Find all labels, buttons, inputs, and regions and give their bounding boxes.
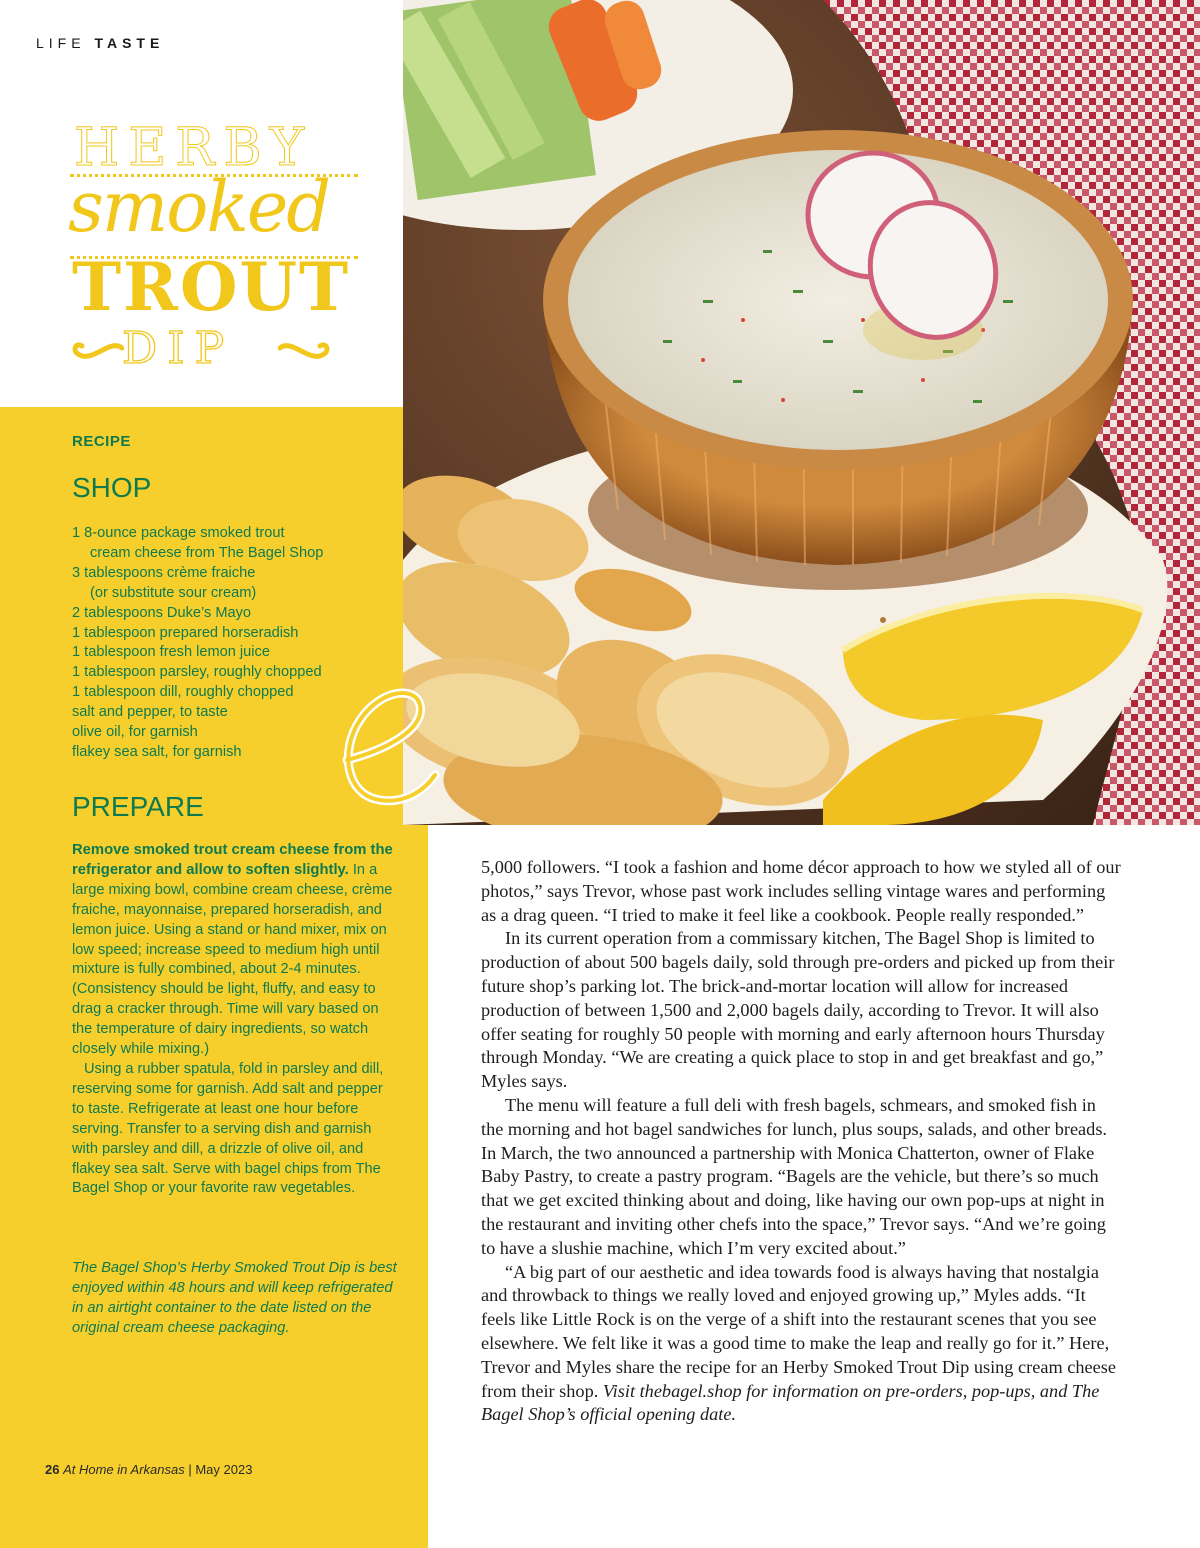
issue-date: | May 2023	[188, 1462, 253, 1477]
shop-heading: SHOP	[72, 472, 152, 503]
title-dip: DIP	[122, 323, 235, 374]
ingredient-list	[72, 524, 392, 763]
trout-dip-photo	[403, 0, 1200, 825]
storage-note: The Bagel Shop’s Herby Smoked Trout Dip is best enjoyed within 48 hours and will keep refrigerated in an airtight container to the date listed on the original cream cheese packaging.	[72, 1260, 397, 1336]
section-label	[36, 35, 164, 51]
prep-paragraph: Using a rubber spatula, fold in parsley and dill, reserving some for garnish. Add salt and pepper to taste. Refrigerate at least one hour before serving. Transfer to a serving dish and garnish with parsley and dill, a drizzle of olive oil, and flakey sea salt. Serve with bagel chips from The Bagel Shop or your favorite raw vegetables.	[72, 1060, 384, 1197]
recipe-label: RECIPE	[72, 433, 131, 450]
ingredient-item: 2 tablespoons Duke’s Mayo	[72, 604, 252, 621]
title-smoked: smoked	[68, 166, 330, 248]
preparation-steps	[72, 841, 398, 1199]
ingredient-item: 1 tablespoon parsley, roughly chopped	[72, 664, 322, 681]
article-paragraph: 5,000 followers. “I took a fashion and home décor approach to how we styled all of our photos,” says Trevor, whose past work includes selling vintage wares and performing as a drag queen. “I tried to make it feel like a cookbook. People really responded.”	[481, 857, 1121, 925]
ingredient-item: 3 tablespoons crème fraiche	[72, 564, 256, 581]
title-trout: TROUT	[72, 248, 351, 326]
article-paragraph: The menu will feature a full deli with fresh bagels, schmears, and smoked fish in the morning and hot bagel sandwiches for lunch, plus soups, salads, and other breads. In March, the two announced a partnership with Monica Chatterton, owner of Flake Baby Pastry, to create a pastry program. “Bagels are the vehicle, but there’s so much that we get excited thinking about and doing, like having our own pop-ups at night in the restaurant and inviting other chefs into the space,” Trevor says. “And we’re going to have a slushie machine, which I’m very excited about.”	[481, 1094, 1107, 1258]
section-taste: TASTE	[94, 35, 165, 51]
prep-paragraph	[72, 841, 398, 1060]
article-paragraph	[481, 1261, 1121, 1428]
prep-bold-lead: Remove smoked trout cream cheese from the refrigerator and allow to soften slightly.	[72, 842, 393, 878]
magazine-name: At Home in Arkansas	[63, 1462, 185, 1477]
ingredient-item: 1 tablespoon prepared horseradish	[72, 624, 299, 641]
ingredient-item: 1 8-ounce package smoked trout	[72, 525, 285, 541]
ingredient-item: salt and pepper, to taste	[72, 704, 228, 721]
ingredient-item: (or substitute sour cream)	[90, 584, 257, 601]
article-paragraph: In its current operation from a commissary kitchen, The Bagel Shop is limited to production of about 500 bagels daily, sold through pre-orders and picked up from their future shop’s parking lot. The brick-and-mortar location will allow for increased production of between 1,500 and 2,000 bagels daily, according to Trevor. It will also offer seating for roughly 50 people with morning and early afternoon hours Thursday through Monday. “We are creating a quick place to stop in and get breakfast and go,” Myles says.	[481, 928, 1115, 1092]
recipe-title	[64, 118, 364, 378]
prep-text: In a large mixing bowl, combine cream cheese, crème fraiche, mayonnaise, prepared horseradish, and lemon juice. Using a stand or hand mixer, mix on low speed; increase speed to medium high until mixture is fully combined, about 2-4 minutes. (Consistency should be light, fluffy, and easy to drag a cracker through. Time will vary based on the temperature of dairy ingredients, so watch closely while mixing.)	[72, 861, 393, 1058]
article-italic-text: Visit thebagel.shop for information on pre-orders, pop-ups, and The Bagel Shop’s official opening date.	[481, 1380, 1100, 1425]
title-herby: HERBY	[74, 118, 314, 178]
page-number: 26	[45, 1462, 60, 1477]
ingredient-item: olive oil, for garnish	[72, 724, 198, 741]
section-life: LIFE	[36, 35, 86, 51]
prepare-heading: PREPARE	[72, 791, 204, 822]
page-footer	[45, 1462, 252, 1477]
ingredient-item: 1 tablespoon fresh lemon juice	[72, 644, 270, 661]
right-flourish-icon	[278, 334, 332, 364]
article-text: “A big part of our aesthetic and idea towards food is always having that nostalgia and throwback to things we really loved and enjoyed growing up,” Myles adds. “It feels like Little Rock is on the verge of a shift into the restaurant scenes that you see elsewhere. We felt like it was a good time to make the leap and really go for it.” Here, Trevor and Myles share the recipe for an Herby Smoked Trout Dip using cream cheese from their shop.	[481, 1261, 1116, 1401]
article-body	[481, 856, 1121, 1427]
ingredient-item: 1 tablespoon dill, roughly chopped	[72, 684, 294, 701]
left-flourish-icon	[70, 334, 124, 364]
ingredient-item: flakey sea salt, for garnish	[72, 743, 242, 760]
ingredient-item: cream cheese from The Bagel Shop	[90, 544, 324, 561]
